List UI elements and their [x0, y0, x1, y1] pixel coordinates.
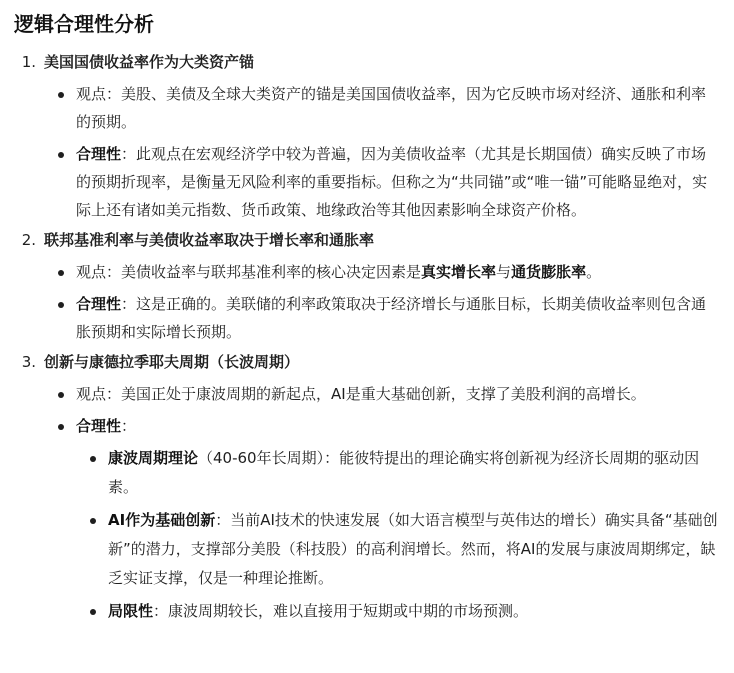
bullet-text: （40-60年长周期）：能彼特提出的理论确实将创新视为经济长周期的驱动因素。: [108, 449, 700, 496]
list-item: [56, 380, 720, 408]
analysis-list: [14, 50, 720, 626]
section-3-heading: [14, 350, 720, 374]
bullet-text: 与: [496, 263, 512, 281]
bullet-label: 康波周期理论: [108, 449, 199, 467]
bullet-emphasis: 通货膨胀率: [511, 263, 587, 281]
bullet-emphasis: 真实增长率: [421, 263, 497, 281]
bullet-label: 合理性: [76, 295, 122, 313]
section-title: 创新与康德拉季耶夫周期（长波周期）: [44, 353, 300, 371]
section-1-bullets: [14, 80, 720, 224]
bullet-text: 。: [586, 263, 602, 281]
list-item: [56, 412, 720, 626]
list-item: [88, 597, 720, 626]
bullet-label: AI作为基础创新: [108, 511, 216, 529]
section-3-bullets: [14, 380, 720, 626]
section-number: 3.: [21, 353, 36, 371]
section-1: [14, 50, 720, 224]
bullet-text: ：美股、美债及全球大类资产的锚是美国国债收益率，因为它反映市场对经济、通胀和利率的预期。: [76, 85, 707, 131]
section-2: [14, 228, 720, 346]
page-title: 逻辑合理性分析: [14, 12, 154, 36]
bullet-label: 合理性: [76, 145, 122, 163]
bullet-text: ：: [121, 417, 137, 435]
bullet-text: ：当前AI技术的快速发展（如大语言模型与英伟达的增长）确实具备“基础创新”的潜力，支撑部分美股（科技股）的高利润增长。然而，将AI的发展与康波周期绑定，缺乏实证支撑，仅是一种理论推断。: [108, 511, 718, 587]
section-1-heading: [14, 50, 720, 74]
bullet-text: ：美债收益率与联邦基准利率的核心决定因素是: [106, 263, 422, 281]
bullet-text: ：美国正处于康波周期的新起点，AI是重大基础创新，支撑了美股利润的高增长。: [106, 385, 646, 403]
list-item: [56, 80, 720, 136]
section-3: [14, 350, 720, 626]
list-item: [56, 290, 720, 346]
bullet-text: ：这是正确的。美联储的利率政策取决于经济增长与通胀目标，长期美债收益率则包含通胀预期和实际增长预期。: [76, 295, 707, 341]
list-item: [56, 258, 720, 286]
section-2-heading: [14, 228, 720, 252]
bullet-text: ：康波周期较长，难以直接用于短期或中期的市场预测。: [153, 602, 529, 620]
section-title: 联邦基准利率与美债收益率取决于增长率和通胀率: [44, 231, 375, 249]
bullet-label: 合理性: [76, 417, 122, 435]
bullet-label: 局限性: [108, 602, 154, 620]
bullet-text: ：此观点在宏观经济学中较为普遍，因为美债收益率（尤其是长期国债）确实反映了市场的预期折现率，是衡量无风险利率的重要指标。但称之为“共同锚”或“唯一锚”可能略显绝对，实际上还有诸如美元指数、货币政策、地缘政治等其他因素影响全球资产价格。: [76, 145, 708, 219]
section-2-bullets: [14, 258, 720, 346]
list-item: [88, 506, 720, 593]
section-number: 2.: [21, 231, 36, 249]
bullet-label: 观点: [76, 85, 107, 103]
list-item: [56, 140, 720, 224]
section-number: 1.: [21, 53, 36, 71]
list-item: [88, 444, 720, 502]
bullet-label: 观点: [76, 385, 107, 403]
sub-bullets: [76, 444, 720, 626]
section-title: 美国国债收益率作为大类资产锚: [44, 53, 255, 71]
bullet-label: 观点: [76, 263, 107, 281]
